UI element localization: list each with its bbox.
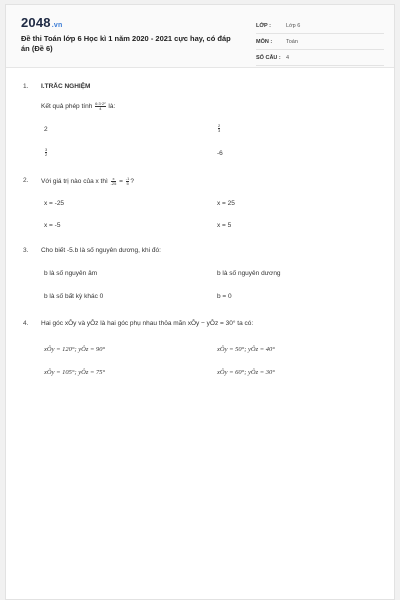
fraction-3-2: $\frac{3}{2}$ xyxy=(45,147,48,157)
question-1-stem xyxy=(41,102,115,111)
stem-text: Kết quả phép tính xyxy=(41,103,93,111)
question-number: 4. xyxy=(23,320,29,327)
option-a[interactable]: xÔy = 120°; yÔz = 90° xyxy=(44,346,106,353)
stem-fraction-left: $\frac{x}{-25}$ xyxy=(110,176,117,186)
question-stem: Cho biết -5.b là số nguyên dương, khi đó: xyxy=(41,247,161,254)
option-c[interactable]: b là số bất kỳ khác 0 xyxy=(44,293,104,300)
fraction-2-3: $\frac{2}{3}$ xyxy=(218,123,221,133)
option-d[interactable]: b = 0 xyxy=(217,293,232,300)
stem-end: ? xyxy=(130,178,134,186)
option-b[interactable] xyxy=(217,124,221,133)
meta-row-class xyxy=(256,18,384,34)
meta-value: Lớp 6 xyxy=(286,22,301,29)
option-d[interactable]: -6 xyxy=(217,150,223,157)
exam-title: Đề thi Toán lớp 6 Học kì 1 năm 2020 - 2021 cực hay, có đáp án (Đề 6) xyxy=(21,34,231,53)
option-b[interactable]: b là số nguyên dương xyxy=(217,270,281,277)
question-number: 3. xyxy=(23,247,29,254)
option-b[interactable]: xÔy = 50°; yÔz = 40° xyxy=(217,346,275,353)
stem-fraction-right: $\frac{-1}{5}$ xyxy=(125,176,130,186)
meta-value: 4 xyxy=(286,54,290,61)
stem-end: là: xyxy=(108,103,116,111)
option-c[interactable]: xÔy = 105°; yÔz = 75° xyxy=(44,369,106,376)
option-c[interactable]: x = -5 xyxy=(44,222,61,229)
site-logo[interactable] xyxy=(21,15,62,30)
question-stem: Hai góc xÔy và yÔz là hai góc phụ nhau thỏa mãn xÔy − yÔz = 30° ta có: xyxy=(41,320,254,327)
meta-row-count xyxy=(256,50,384,66)
exam-meta xyxy=(256,18,384,66)
stem-fraction: $\frac{\text{6:3·2²}}{4}$ xyxy=(95,101,106,111)
option-d[interactable]: x = 5 xyxy=(217,222,232,229)
option-d[interactable]: xÔy = 60°; yÔz = 30° xyxy=(217,369,275,376)
stem-text: Với giá trị nào của x thì xyxy=(41,178,108,186)
exam-page xyxy=(5,4,395,600)
option-c[interactable] xyxy=(44,148,48,157)
option-b[interactable]: x = 25 xyxy=(217,200,235,207)
meta-value: Toán xyxy=(286,38,298,45)
question-number: 1. xyxy=(23,83,29,90)
question-stem: Với giá trị nào của x thì $\frac{x}{-25}$ = $\frac{-1}{5}$ ? xyxy=(41,176,134,186)
option-a[interactable]: b là số nguyên âm xyxy=(44,270,98,277)
meta-label: MÔN : xyxy=(256,38,273,45)
option-a[interactable]: 2 xyxy=(44,126,48,133)
meta-row-subject xyxy=(256,34,384,50)
section-title: I.TRẮC NGHIỆM xyxy=(41,83,91,90)
option-a[interactable]: x = -25 xyxy=(44,200,65,207)
logo-text: 2048 xyxy=(21,15,51,30)
logo-suffix: .vn xyxy=(51,22,63,29)
exam-header xyxy=(6,5,394,68)
question-number: 2. xyxy=(23,177,29,184)
meta-label: LỚP : xyxy=(256,22,271,29)
meta-label: SỐ CÂU : xyxy=(256,54,281,61)
